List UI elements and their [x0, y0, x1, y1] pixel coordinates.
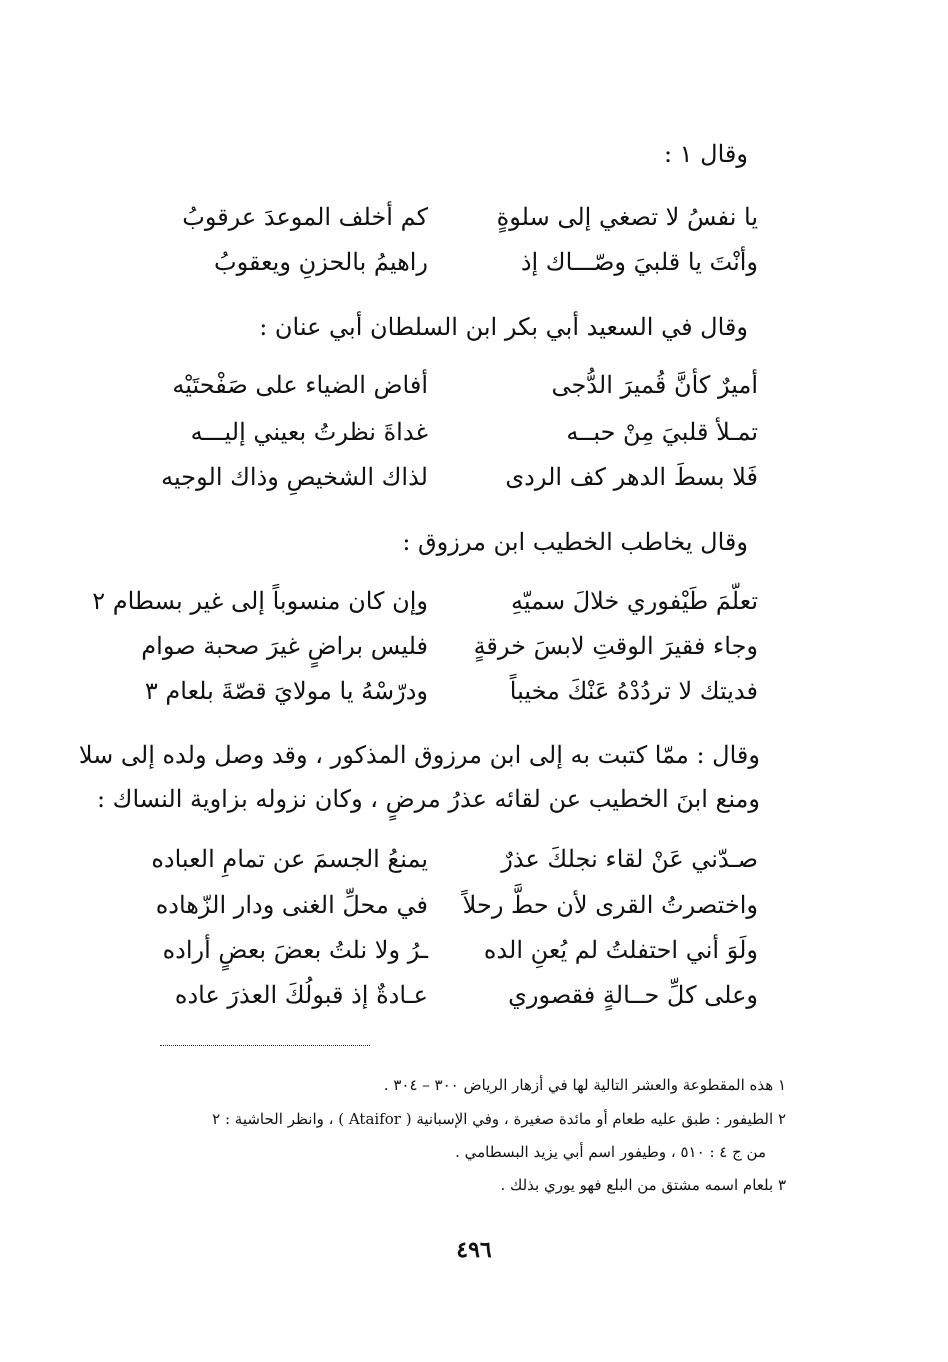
- poem-4-verse-4: [138, 981, 758, 1017]
- hemistich-second: فليس براضٍ غيرَ صحبة صوام: [141, 632, 428, 660]
- poem-2-verse-1: [138, 371, 758, 407]
- hemistich-second: يمنعُ الجسمَ عن تمامِ العباده: [151, 845, 428, 873]
- hemistich-first: ولَوَ أني احتفلتُ لم يُعنِ الده: [483, 936, 758, 964]
- hemistich-second: غداةَ نظرتُ بعيني إليـــه: [190, 418, 428, 446]
- poem-3-verse-2: [138, 632, 758, 668]
- footnote-2: ٢ الطيفور : طبق عليه طعام أو مائدة صغيرة ، وفي الإسبانية ( Ataifor ) ، وانظر الحاشية : ٢: [212, 1110, 786, 1128]
- poem-3-verse-1: [92, 587, 758, 623]
- hemistich-first: أميرٌ كأنَّ قُميرَ الدُّجى: [551, 371, 758, 399]
- footnote-1: ١ هذه المقطوعة والعشر التالية لها في أزهار الرياض ٣٠٠ – ٣٠٤ .: [383, 1076, 786, 1094]
- hemistich-first: فديتك لا تردُدْهُ عَنْكَ مخيباً: [509, 677, 758, 705]
- hemistich-second: في محلِّ الغنى ودار الزّهاده: [155, 891, 428, 919]
- hemistich-second: عـادةٌ إذ قبولُكَ العذرَ عاده: [174, 981, 428, 1009]
- poem-4-intro-line-2: ومنع ابنَ الخطيب عن لقائه عذرُ مرضٍ ، وكان نزوله بزاوية النساك :: [96, 785, 760, 813]
- hemistich-second: لذاك الشخيصِ وذاك الوجيه: [161, 463, 428, 491]
- hemistich-first: وجاء فقيرَ الوقتِ لابسَ خرقةٍ: [473, 632, 758, 660]
- poem-1-verse-2: [138, 248, 758, 284]
- hemistich-first: تعلّمَ طَيْفوري خلالَ سميّهِ: [510, 587, 758, 615]
- hemistich-first: يا نفسُ لا تصغي إلى سلوةٍ: [496, 203, 758, 231]
- poem-4-intro-line-1: وقال : ممّا كتبت به إلى ابن مرزوق المذكور ، وقد وصل ولده إلى سلا: [78, 741, 760, 769]
- page-number: ٤٩٦: [456, 1237, 492, 1263]
- poem-1-intro: وقال ١ :: [663, 140, 748, 168]
- footnote-2-continued: من ج ٤ : ٥١٠ ، وطيفور اسم أبي يزيد البسطامي .: [455, 1143, 766, 1161]
- poem-2-verse-2: [138, 418, 758, 454]
- poem-2-verse-3: [138, 463, 758, 499]
- poem-4-verse-2: [138, 891, 758, 927]
- poem-4-verse-1: [138, 845, 758, 881]
- hemistich-second: وإن كان منسوباً إلى غير بسطام ٢: [92, 587, 428, 615]
- footnote-3: ٣ بلعام اسمه مشتق من البلع فهو يوري بذلك .: [500, 1176, 786, 1194]
- hemistich-second: أفاض الضياء على صَفْحتَيْه: [172, 371, 428, 399]
- poem-3-intro: وقال يخاطب الخطيب ابن مرزوق :: [402, 528, 748, 556]
- poem-4-verse-3: [138, 936, 758, 972]
- poem-2-intro: وقال في السعيد أبي بكر ابن السلطان أبي عنان :: [259, 313, 748, 341]
- hemistich-first: وعلى كلِّ حــالةٍ فقصوري: [508, 981, 758, 1009]
- hemistich-second: ودرّسْهُ يا مولايَ قصّةَ بلعام ٣: [144, 677, 428, 705]
- footnote-divider: [160, 1045, 370, 1046]
- hemistich-second: راهيمُ بالحزنِ ويعقوبُ: [213, 248, 428, 276]
- hemistich-second: كم أخلف الموعدَ عرقوبُ: [182, 203, 428, 231]
- poem-3-verse-3: [138, 677, 758, 713]
- poem-1-verse-1: [138, 203, 758, 239]
- hemistich-first: تمـلأ قلبيَ مِنْ حبــه: [566, 418, 758, 446]
- hemistich-first: وأنْتَ يا قلبيَ وصّـــاك إذ: [520, 248, 758, 276]
- hemistich-first: واختصرتُ القرى لأن حطَّ رحلاً: [462, 891, 758, 919]
- hemistich-second: ـرُ ولا نلتُ بعضَ بعضٍ أراده: [162, 936, 428, 964]
- hemistich-first: فَلا بسطَ الدهر كف الردى: [505, 463, 758, 491]
- hemistich-first: صـدّني عَنْ لقاء نجلكَ عذرٌ: [501, 845, 758, 873]
